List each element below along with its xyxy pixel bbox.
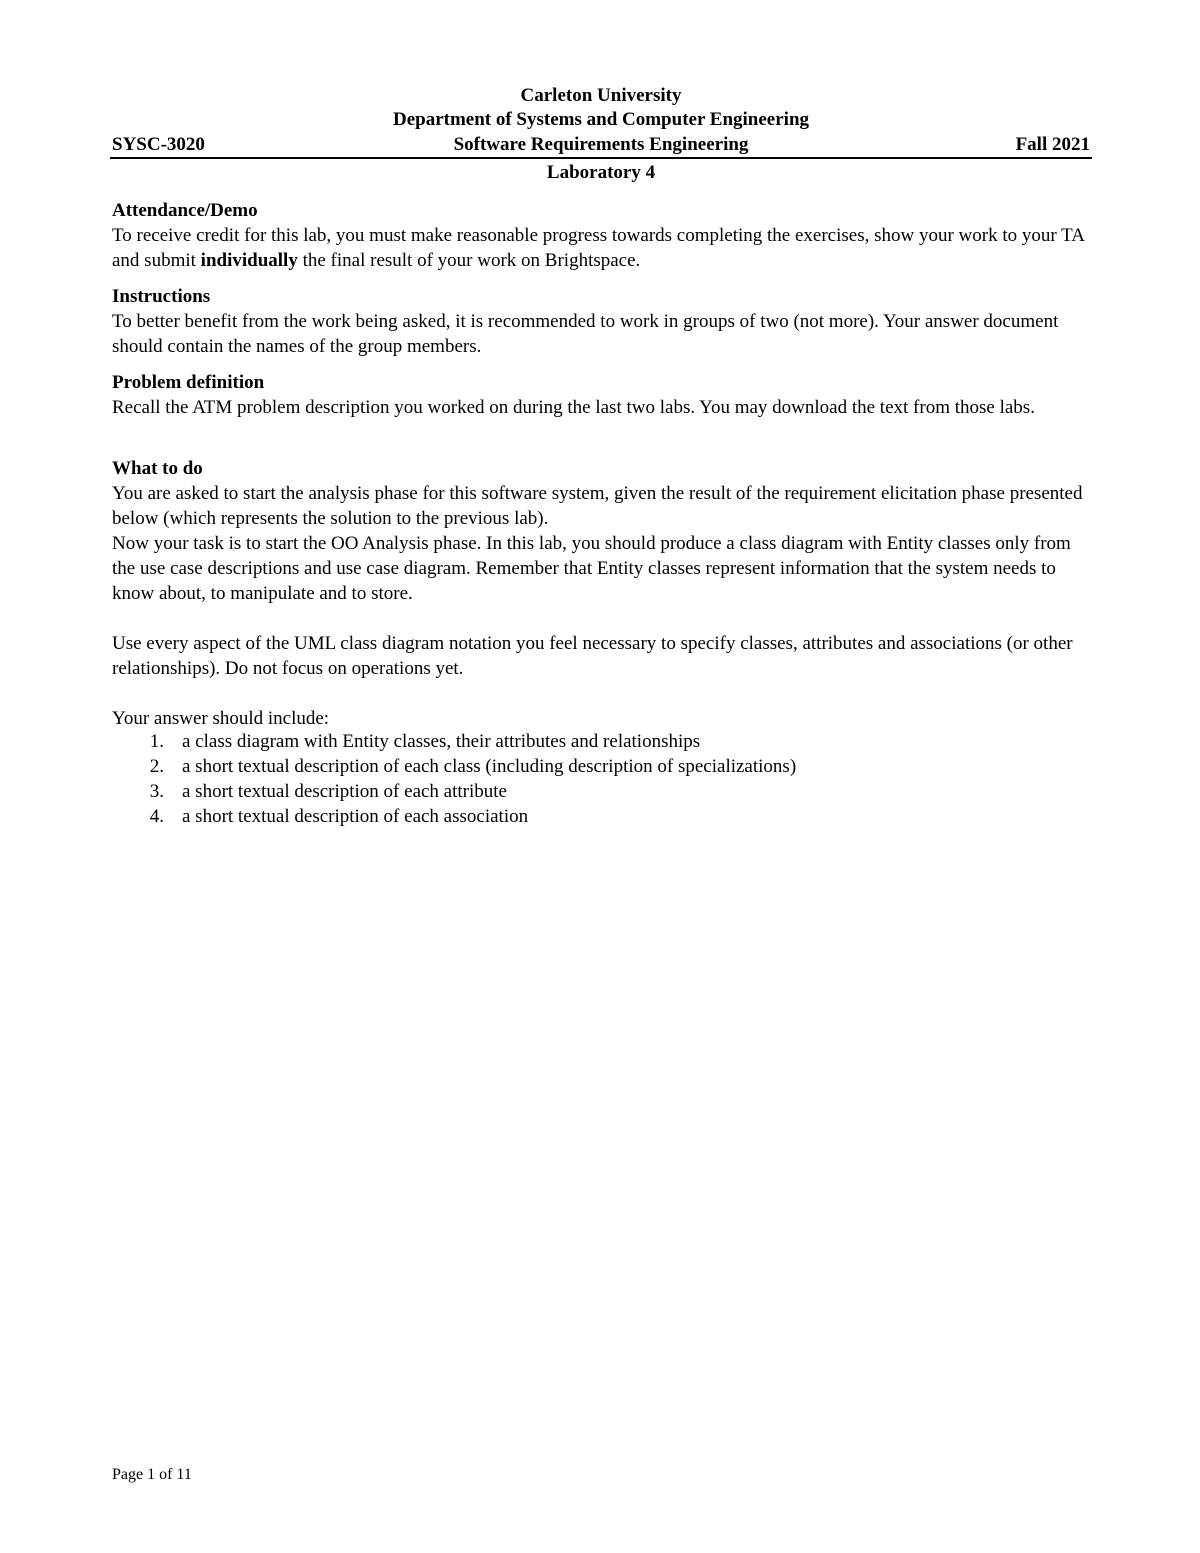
course-code: SYSC-3020 <box>112 134 205 155</box>
emphasis-text: individually <box>200 250 298 271</box>
section-problem-definition <box>112 370 1090 420</box>
section-body: To better benefit from the work being asked, it is recommended to work in groups of two (not more). Your answer document should contain the names of the group members. <box>112 311 1059 357</box>
list-number: 2. <box>149 756 164 777</box>
section-body <box>112 223 1090 273</box>
list-item <box>112 754 1090 779</box>
list-number: 4. <box>149 806 164 827</box>
list-number: 3. <box>149 781 164 802</box>
term-label: Fall 2021 <box>1015 134 1090 155</box>
header-divider <box>110 157 1092 159</box>
section-heading: Problem definition <box>112 372 265 393</box>
section-what-to-do <box>112 456 1090 731</box>
section-heading: Attendance/Demo <box>112 200 258 221</box>
list-item <box>112 804 1090 829</box>
list-text: a short textual description of each association <box>182 806 529 827</box>
section-body: Use every aspect of the UML class diagram notation you feel necessary to specify classes, attributes and associations (or other relationships). Do not focus on operations yet. <box>112 633 1073 679</box>
body-text: the final result of your work on Brightspace. <box>297 250 641 271</box>
section-instructions <box>112 284 1090 359</box>
lab-title: Laboratory 4 <box>546 162 656 183</box>
list-item <box>112 779 1090 804</box>
section-body: You are asked to start the analysis phase for this software system, given the result of the requirement elicitation phase presented below (which represents the solution to the previous lab). <box>112 483 1083 529</box>
answer-list <box>112 729 1090 829</box>
section-body: Now your task is to start the OO Analysis phase. In this lab, you should produce a class diagram with Entity classes only from the use case descriptions and use case diagram. Remember that Entity classes represent information that the system needs to know about, to manipulate and to store. <box>112 533 1071 604</box>
section-body: Your answer should include: <box>112 708 330 729</box>
page-number: Page 1 of 11 <box>112 1466 192 1483</box>
university-name: Carleton University <box>520 85 682 106</box>
section-attendance <box>112 198 1090 273</box>
section-body: Recall the ATM problem description you worked on during the last two labs. You may download the text from those labs. <box>112 397 1035 418</box>
department-name: Department of Systems and Computer Engineering <box>392 109 810 130</box>
list-text: a short textual description of each class (including description of specializations) <box>182 756 797 777</box>
section-heading: Instructions <box>112 286 211 307</box>
list-item <box>112 729 1090 754</box>
course-header-row <box>112 133 1090 157</box>
list-number: 1. <box>149 731 164 752</box>
list-text: a class diagram with Entity classes, their attributes and relationships <box>182 731 701 752</box>
section-heading: What to do <box>112 458 203 479</box>
list-text: a short textual description of each attribute <box>182 781 507 802</box>
body-text: To receive credit for this lab, you must make reasonable progress towards completing the exercises, show your work to your TA and submit <box>112 225 1084 271</box>
course-name: Software Requirements Engineering <box>453 134 749 155</box>
